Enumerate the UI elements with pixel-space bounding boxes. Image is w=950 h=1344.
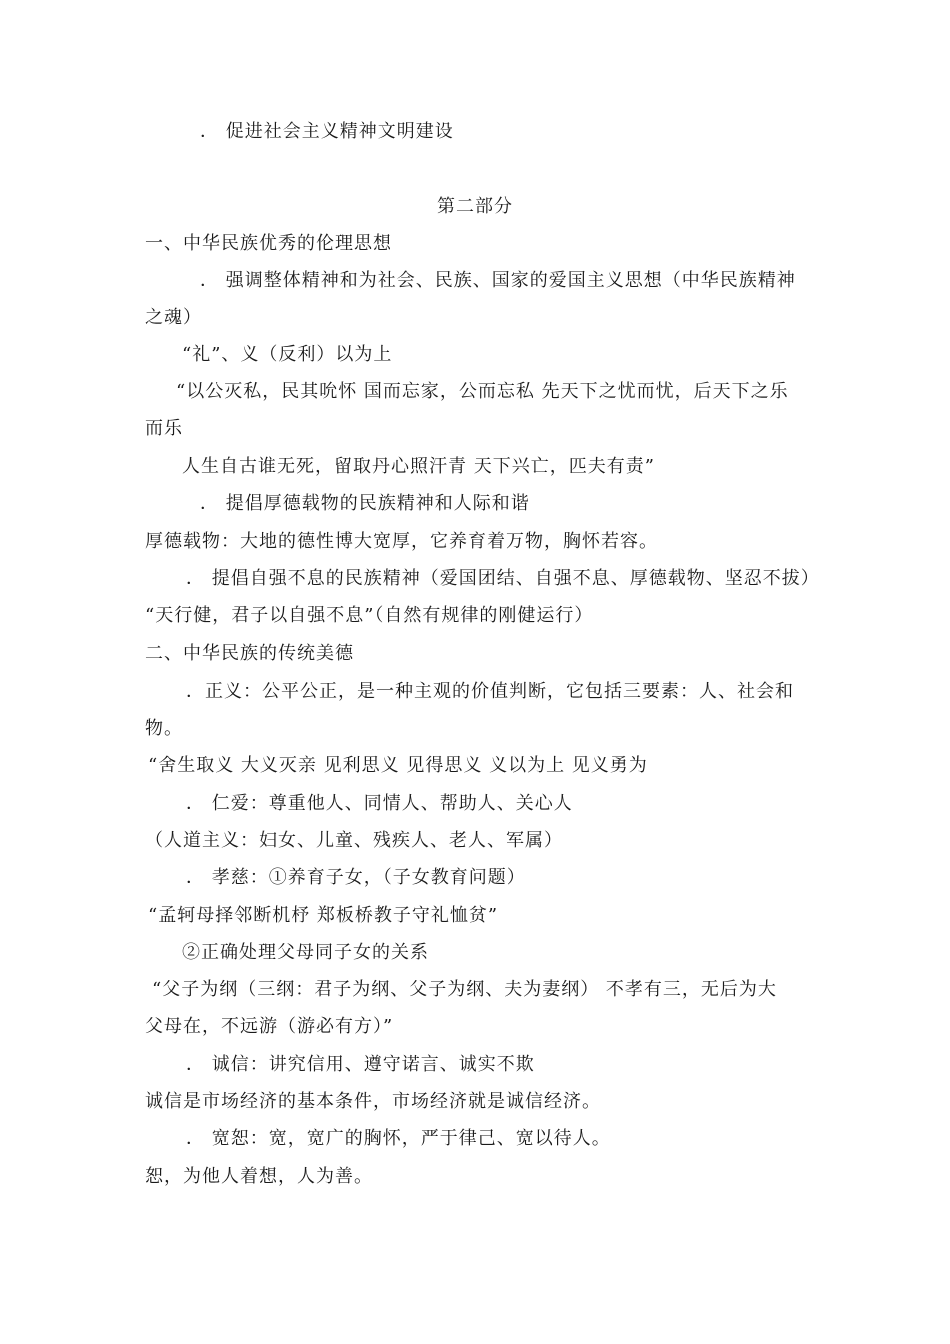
text-line: ．正义：公平公正，是一种主观的价值判断，它包括三要素：人、社会和 xyxy=(186,681,794,702)
text-line: ②正确处理父母同子女的关系 xyxy=(182,942,429,963)
subsection-heading: 一、中华民族优秀的伦理思想 xyxy=(145,233,392,254)
text-line: “礼”、义（反利）以为上 xyxy=(182,344,393,365)
text-line: ． 仁爱：尊重他人、同情人、帮助人、关心人 xyxy=(186,793,573,814)
text-line: ． 提倡厚德载物的民族精神和人际和谐 xyxy=(200,493,530,514)
text-line: 之魂） xyxy=(145,307,202,328)
text-line: “父子为纲（三纲：君子为纲、父子为纲、夫为妻纲） 不孝有三，无后为大 xyxy=(152,979,777,1000)
text-line: ． 提倡自强不息的民族精神（爱国团结、自强不息、厚德载物、坚忍不拔） xyxy=(186,568,820,589)
text-line: “舍生取义 大义灭亲 见利思义 见得思义 义以为上 见义勇为 xyxy=(148,755,648,776)
text-line: ． 强调整体精神和为社会、民族、国家的爱国主义思想（中华民族精神 xyxy=(200,270,796,291)
text-line: 厚德载物：大地的德性博大宽厚，它养育着万物，胸怀若容。 xyxy=(145,531,658,552)
text-line: ． 宽恕：宽，宽广的胸怀，严于律己、宽以待人。 xyxy=(186,1128,611,1149)
text-line-section-item: ． 促进社会主义精神文明建设 xyxy=(200,121,454,142)
subsection-heading: 二、中华民族的传统美德 xyxy=(145,643,354,664)
section-heading: 第二部分 xyxy=(437,196,513,217)
text-line: ． 诚信：讲究信用、遵守诺言、诚实不欺 xyxy=(186,1054,535,1075)
text-line: 父母在，不远游（游必有方）” xyxy=(145,1016,394,1037)
text-line: ． 孝慈：①养育子女，（子女教育问题） xyxy=(186,867,526,888)
text-line: 恕，为他人着想，人为善。 xyxy=(145,1166,373,1187)
text-line: “天行健，君子以自强不息”（自然有规律的刚健运行） xyxy=(145,605,594,626)
text-line: “以公灭私，民其吮怀 国而忘家，公而忘私 先天下之忧而忧，后天下之乐 xyxy=(176,381,789,402)
text-line: 人生自古谁无死，留取丹心照汗青 天下兴亡，匹夫有责” xyxy=(182,456,655,477)
text-line: “孟轲母择邻断机杼 郑板桥教子守礼恤贫” xyxy=(148,905,499,926)
text-line: （人道主义：妇女、儿童、残疾人、老人、军属） xyxy=(145,830,563,851)
text-line: 诚信是市场经济的基本条件，市场经济就是诚信经济。 xyxy=(145,1091,601,1112)
text-line: 而乐 xyxy=(145,418,183,439)
text-line: 物。 xyxy=(145,718,183,739)
